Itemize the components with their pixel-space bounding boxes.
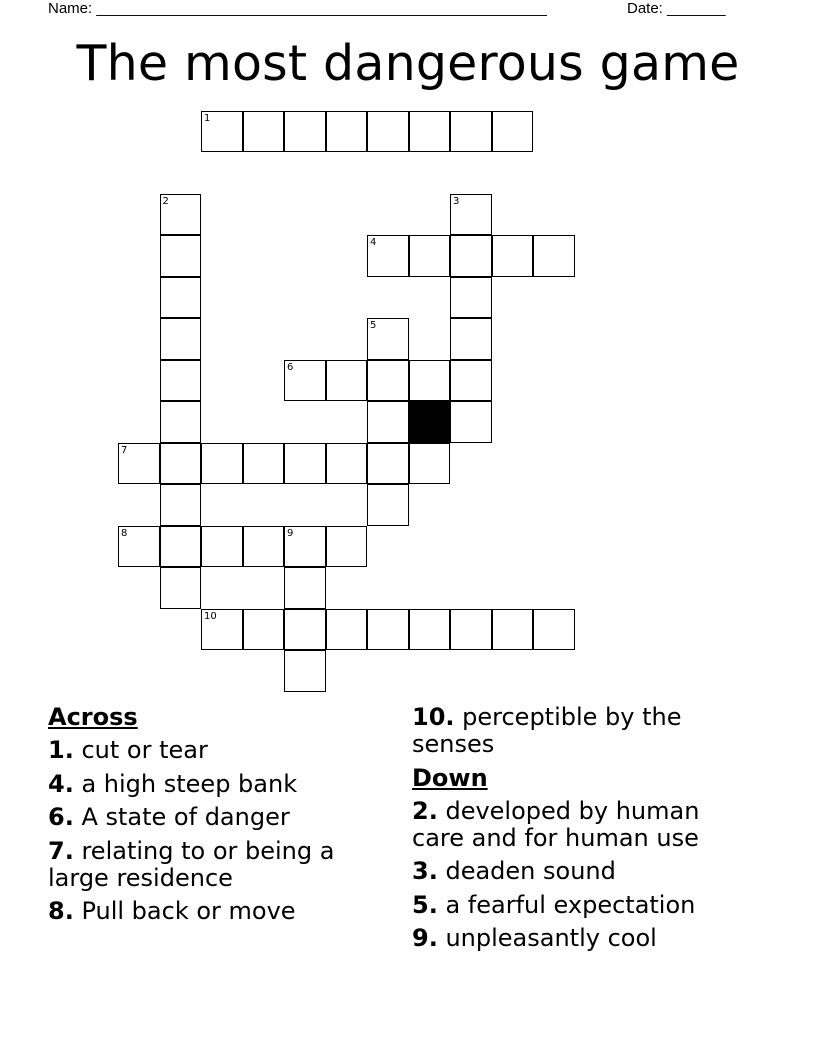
grid-cell[interactable] <box>160 360 202 402</box>
clue-across-1 <box>48 737 378 764</box>
grid-cell[interactable] <box>284 609 326 651</box>
grid-cell[interactable] <box>326 443 368 485</box>
clue-column-right <box>412 704 742 959</box>
grid-cell[interactable] <box>284 526 326 568</box>
grid-cell[interactable] <box>160 526 202 568</box>
clue-number: 3. <box>412 857 438 885</box>
clue-number-label: 4 <box>370 237 377 248</box>
grid-cell[interactable] <box>201 111 243 153</box>
grid-cell[interactable] <box>326 526 368 568</box>
grid-cell[interactable] <box>243 443 285 485</box>
clue-text: a high steep bank <box>73 769 298 798</box>
grid-cell[interactable] <box>284 567 326 609</box>
grid-cell[interactable] <box>160 443 202 485</box>
grid-cell[interactable] <box>160 318 202 360</box>
grid-cell[interactable] <box>450 401 492 443</box>
grid-cell[interactable] <box>409 443 451 485</box>
grid-cell[interactable] <box>160 401 202 443</box>
clue-number-label: 5 <box>370 320 377 331</box>
grid-cell[interactable] <box>284 360 326 402</box>
clue-column-left <box>48 704 378 932</box>
grid-cell[interactable] <box>326 111 368 153</box>
clue-text: developed by human care and for human use <box>412 796 700 852</box>
clue-number: 2. <box>412 796 438 825</box>
grid-cell[interactable] <box>160 567 202 609</box>
grid-cell[interactable] <box>409 111 451 153</box>
down-heading: Down <box>412 763 488 792</box>
clue-across-7 <box>48 838 378 892</box>
grid-cell[interactable] <box>367 318 409 360</box>
clue-number: 6. <box>48 803 74 831</box>
clue-text: unpleasantly cool <box>437 924 657 952</box>
clue-across-6 <box>48 804 378 831</box>
clue-number-label: 1 <box>204 112 211 124</box>
grid-cell[interactable] <box>450 277 492 319</box>
clue-across-4 <box>48 771 378 798</box>
grid-cell[interactable] <box>409 235 451 277</box>
grid-cell[interactable] <box>492 111 534 153</box>
name-field-label: Name: ______________________________________________________ <box>48 0 547 17</box>
clue-text: Pull back or move <box>73 897 296 925</box>
clue-number: 7. <box>48 836 74 865</box>
grid-cell[interactable] <box>160 194 202 236</box>
grid-cell[interactable] <box>326 609 368 651</box>
grid-cell[interactable] <box>409 360 451 402</box>
clue-text: a fearful expectation <box>437 890 696 919</box>
clue-number: 5. <box>412 890 438 919</box>
clue-number: 1. <box>48 736 74 764</box>
grid-cell[interactable] <box>118 526 160 568</box>
grid-cell[interactable] <box>533 609 575 651</box>
grid-cell[interactable] <box>450 194 492 236</box>
grid-cell[interactable] <box>367 360 409 402</box>
clue-down-9 <box>412 925 742 952</box>
clue-down-2 <box>412 798 742 852</box>
clue-number: 9. <box>412 924 438 952</box>
grid-cell[interactable] <box>450 111 492 153</box>
grid-cell[interactable] <box>118 443 160 485</box>
grid-cell[interactable] <box>367 111 409 153</box>
clue-number-label: 8 <box>121 527 128 539</box>
grid-cell[interactable] <box>160 235 202 277</box>
grid-cell[interactable] <box>450 360 492 402</box>
clue-number-label: 2 <box>162 195 169 207</box>
grid-cell[interactable] <box>367 235 409 277</box>
grid-cell[interactable] <box>367 609 409 651</box>
grid-cell[interactable] <box>367 401 409 443</box>
grid-cell[interactable] <box>243 111 285 153</box>
puzzle-title: The most dangerous game <box>76 35 740 92</box>
grid-cell[interactable] <box>450 318 492 360</box>
clue-text: relating to or being a large residence <box>48 836 335 892</box>
grid-cell[interactable] <box>201 609 243 651</box>
clue-number-label: 3 <box>453 195 460 207</box>
clue-text: A state of danger <box>73 803 290 831</box>
grid-cell[interactable] <box>243 609 285 651</box>
grid-block <box>409 401 451 443</box>
grid-cell[interactable] <box>367 484 409 526</box>
clue-number-label: 7 <box>121 444 128 456</box>
clue-number-label: 10 <box>204 610 217 622</box>
clue-number-label: 9 <box>287 527 294 539</box>
across-heading: Across <box>48 703 138 731</box>
clue-text: perceptible by the senses <box>412 703 682 758</box>
clue-across-10 <box>412 704 742 758</box>
grid-cell[interactable] <box>201 443 243 485</box>
grid-cell[interactable] <box>160 484 202 526</box>
clue-number-label: 6 <box>287 361 294 373</box>
grid-cell[interactable] <box>284 650 326 692</box>
grid-cell[interactable] <box>326 360 368 402</box>
clue-number: 10. <box>412 703 455 731</box>
grid-cell[interactable] <box>284 111 326 153</box>
date-field-label: Date: _______ <box>627 0 726 17</box>
grid-cell[interactable] <box>492 235 534 277</box>
clue-number: 8. <box>48 897 74 925</box>
grid-cell[interactable] <box>492 609 534 651</box>
grid-cell[interactable] <box>367 443 409 485</box>
grid-cell[interactable] <box>450 609 492 651</box>
grid-cell[interactable] <box>409 609 451 651</box>
grid-cell[interactable] <box>160 277 202 319</box>
clue-down-5 <box>412 892 742 919</box>
grid-cell[interactable] <box>243 526 285 568</box>
grid-cell[interactable] <box>284 443 326 485</box>
clue-across-8 <box>48 898 378 925</box>
clue-text: cut or tear <box>73 736 208 764</box>
grid-cell[interactable] <box>201 526 243 568</box>
grid-cell[interactable] <box>533 235 575 277</box>
clue-down-3 <box>412 858 742 885</box>
clue-text: deaden sound <box>437 857 616 885</box>
clue-number: 4. <box>48 769 74 798</box>
grid-cell[interactable] <box>450 235 492 277</box>
